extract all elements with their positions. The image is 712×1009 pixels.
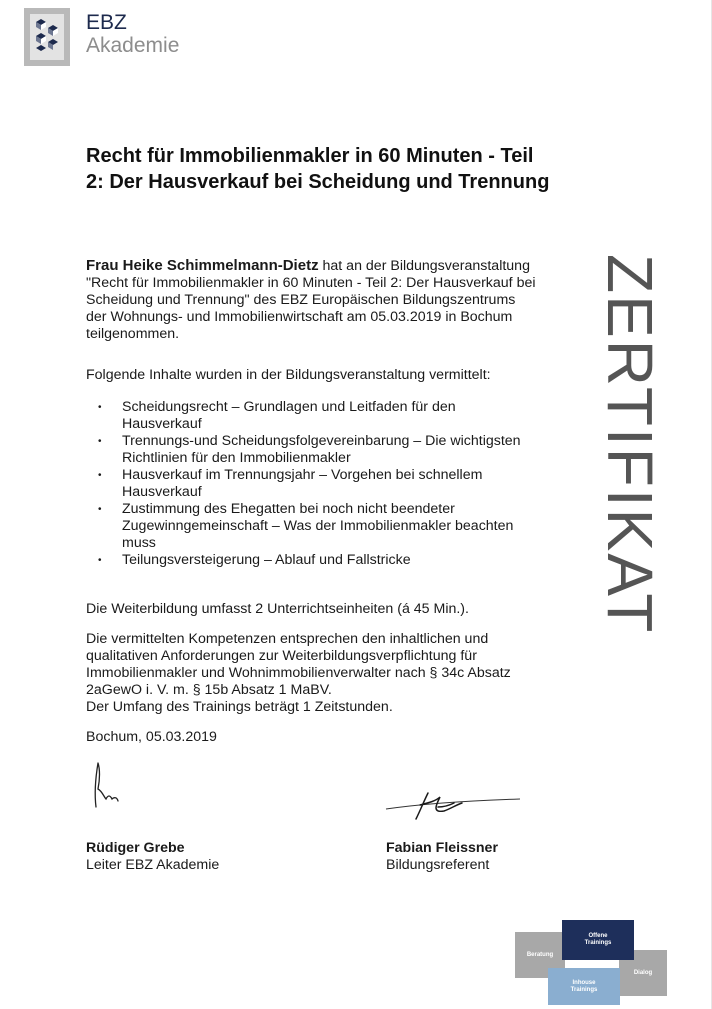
tile-label-line: Trainings — [584, 940, 612, 946]
logo-wordmark — [86, 12, 179, 56]
list-item — [86, 552, 536, 569]
place-date: Bochum, 05.03.2019 — [86, 729, 217, 745]
competence-text: Die vermittelten Kompetenzen entsprechen den inhaltlichen und qualitativen Anforderungen zur Weiterbildungsverpflichtung für Immobilienmakler und Wohnimmobilienverwalter nach § 34c Absatz 2aGewO i. V. m. § 15b Absatz 1 MaBV. — [86, 631, 511, 698]
list-item — [86, 501, 536, 552]
tile-label — [571, 980, 598, 994]
training-formats-graphic — [515, 920, 670, 1005]
tile-label-line: Offene — [588, 933, 608, 939]
topic-text: Scheidungsrecht – Grundlagen und Leitfaden für den Hausverkauf — [122, 399, 456, 432]
intro-text: hat an der Bildungsveranstaltung "Recht für Immobilienmakler in 60 Minuten - Teil 2: Der Hausverkauf bei Scheidung und Trennung" des EBZ Europäischen Bildungszentrums der Wohnungs- und Immobilienwirtschaft am 05.03.2019 in Bochum teilgenommen. — [86, 258, 536, 342]
recipient-name: Frau Heike Schimmelmann-Dietz — [86, 257, 319, 274]
signer-grebe — [86, 840, 219, 874]
ebz-logo — [24, 8, 214, 68]
competence-statement — [86, 631, 536, 716]
list-item — [86, 433, 536, 467]
bullet-icon: • — [98, 555, 102, 566]
course-title: Recht für Immobilienmakler in 60 Minuten - Teil 2: Der Hausverkauf bei Scheidung und Trennung — [86, 145, 550, 193]
intro-paragraph — [86, 257, 536, 343]
signer-name: Rüdiger Grebe — [86, 840, 185, 856]
signer-name: Fabian Fleissner — [386, 840, 498, 856]
list-item — [86, 467, 536, 501]
signer-fleissner — [386, 840, 498, 874]
signer-role: Leiter EBZ Akademie — [86, 857, 220, 873]
topic-text: Hausverkauf im Trennungsjahr – Vorgehen bei schnellem Hausverkauf — [122, 467, 483, 500]
tile-label-line: Inhouse — [572, 979, 596, 986]
bullet-icon: • — [98, 402, 102, 413]
tile-label: Dialog — [633, 969, 653, 976]
logo-line-ebz: EBZ — [86, 11, 127, 34]
tile-label-line: Trainings — [570, 986, 598, 993]
ebz-cube-logo-icon — [24, 8, 70, 66]
certificate-vertical-label: ZERTIFIKAT — [594, 254, 666, 635]
list-item — [86, 399, 536, 433]
bullet-icon: • — [98, 436, 102, 447]
bullet-icon: • — [98, 470, 102, 481]
tile-label — [585, 933, 612, 947]
topic-text: Zustimmung des Ehegatten bei noch nicht beendeter Zugewinngemeinschaft – Was der Immobilienmakler beachten muss — [122, 501, 514, 551]
participation-statement — [86, 257, 536, 343]
certificate-label-wrap — [590, 254, 670, 684]
bullet-icon: • — [98, 504, 102, 515]
topics-lead: Folgende Inhalte wurden in der Bildungsveranstaltung vermittelt: — [86, 367, 491, 383]
tile-label: Beratung — [526, 951, 554, 958]
topic-text: Trennungs-und Scheidungsfolgevereinbarung – Die wichtigsten Richtlinien für den Immobilienmakler — [122, 433, 521, 466]
tile-inhouse-trainings — [548, 968, 620, 1005]
signature-grebe — [84, 755, 134, 815]
logo-line-akademie: Akademie — [86, 34, 180, 57]
signature-fleissner — [384, 785, 524, 825]
training-duration: Der Umfang des Trainings beträgt 1 Zeitstunden. — [86, 699, 393, 715]
training-units: Die Weiterbildung umfasst 2 Unterrichtseinheiten (á 45 Min.). — [86, 601, 469, 617]
tile-offene-trainings — [562, 920, 634, 960]
signer-role: Bildungsreferent — [386, 857, 490, 873]
topics-list — [86, 399, 536, 569]
topic-text: Teilungsversteigerung – Ablauf und Fallstricke — [122, 552, 411, 568]
